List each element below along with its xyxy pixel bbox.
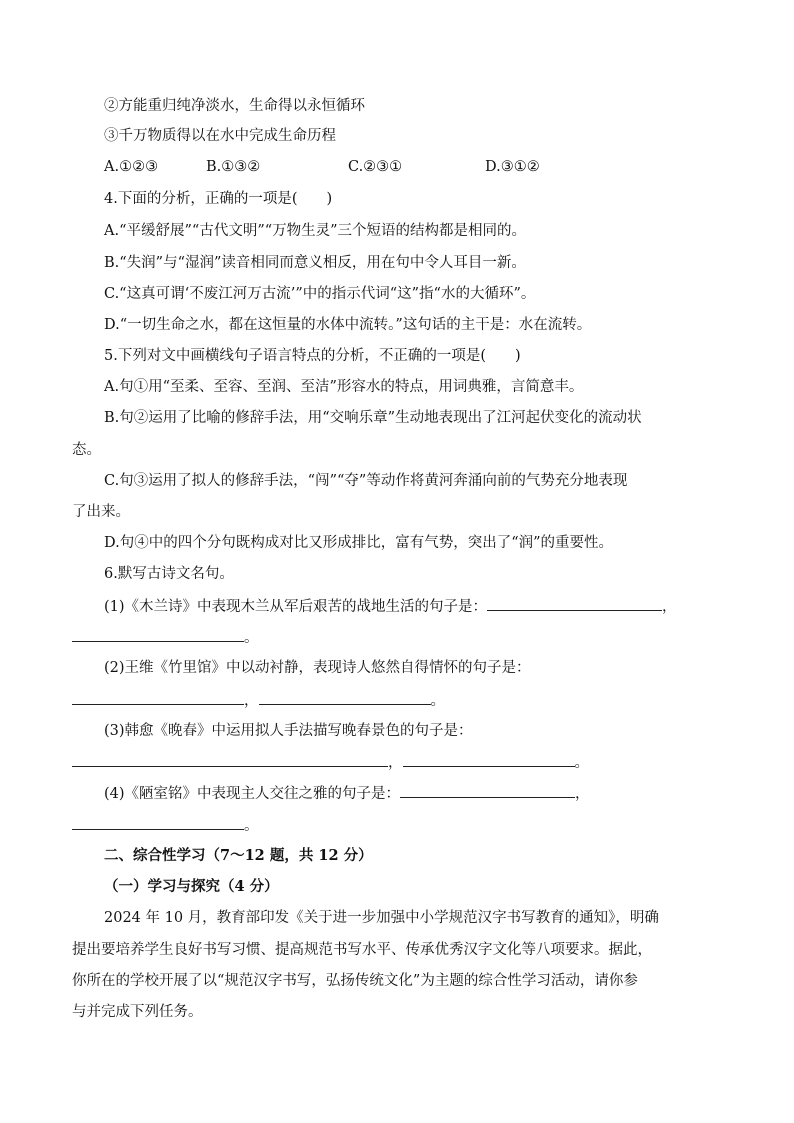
section-2-paragraph-line4: 与并完成下列任务。 (72, 1004, 203, 1020)
answer-blank[interactable] (72, 690, 244, 705)
punctuation: ， (662, 599, 677, 615)
punctuation: ， (244, 693, 259, 709)
q6-part-1-prompt: (1)《木兰诗》中表现木兰从军后艰苦的战地生活的句子是： (104, 599, 488, 615)
punctuation: 。 (574, 755, 589, 771)
q4-stem: 4.下面的分析，正确的一项是( ) (104, 191, 333, 207)
q4-option-d: D.“一切生命之水，都在这恒量的水体中流转。”这句话的主干是：水在流转。 (104, 317, 592, 333)
q4-option-c: C.“这真可谓‘不废江河万古流’”中的指示代词“这”指“水的大循环”。 (104, 286, 536, 302)
answer-blank[interactable] (400, 783, 575, 798)
section-2-subtitle: （一）学习与探究（4 分） (104, 878, 279, 895)
q6-part-1-cont (72, 627, 259, 648)
q4-option-a: A.“平缓舒展”“古代文明”“万物生灵”三个短语的结构都是相同的。 (104, 223, 527, 239)
q6-part-1 (104, 596, 677, 617)
q3-item-3: ③千万物质得以在水中完成生命历程 (104, 128, 336, 144)
q5-stem: 5.下列对文中画横线句子语言特点的分析，不正确的一项是( ) (104, 348, 521, 364)
q5-option-c-line1: C.句③运用了拟人的修辞手法，“闯”“夺”等动作将黄河奔涌向前的气势充分地表现 (104, 473, 628, 489)
q6-part-3-cont (72, 752, 589, 773)
q3-option-b: B.①③② (206, 159, 261, 175)
section-2-paragraph-line2: 提出要培养学生良好书写习惯、提高规范书写水平、传承优秀汉字文化等八项要求。据此， (72, 942, 652, 958)
q5-option-b-line1: B.句②运用了比喻的修辞手法，用“交响乐章”生动地表现出了江河起伏变化的流动状 (104, 410, 642, 426)
section-2-paragraph-line1: 2024 年 10 月，教育部印发《关于进一步加强中小学规范汉字书写教育的通知》，明确 (104, 910, 659, 926)
q6-part-2: (2)王维《竹里馆》中以动衬静，表现诗人悠然自得情怀的句子是： (104, 660, 531, 676)
punctuation: 。 (244, 630, 259, 646)
q6-part-4-prompt: (4)《陋室铭》中表现主人交往之雅的句子是： (104, 786, 401, 802)
punctuation: 。 (244, 818, 259, 834)
q5-option-c-line2: 了出来。 (72, 504, 130, 520)
section-2-paragraph-line3: 你所在的学校开展了以“规范汉字书写，弘扬传统文化”为主题的综合性学习活动，请你参 (72, 973, 638, 989)
q5-option-d: D.句④中的四个分句既构成对比又形成排比，富有气势，突出了“润”的重要性。 (104, 535, 614, 551)
q5-option-a: A.句①用“至柔、至容、至润、至洁”形容水的特点，用词典雅，言简意丰。 (104, 379, 584, 395)
q6-part-2-cont (72, 690, 445, 711)
q6-part-4-cont (72, 815, 259, 836)
section-2-title: 二、综合性学习（7～12 题，共 12 分） (104, 847, 373, 864)
q3-option-d: D.③①② (485, 159, 540, 175)
answer-blank[interactable] (487, 596, 662, 611)
q6-part-4 (104, 783, 590, 804)
q4-option-b: B.“失润”与“湿润”读音相同而意义相反，用在句中令人耳目一新。 (104, 255, 526, 271)
q3-option-c: C.②③① (348, 159, 403, 175)
q3-option-a: A.①②③ (104, 159, 159, 175)
q6-part-3: (3)韩愈《晚春》中运用拟人手法描写晚春景色的句子是： (104, 723, 473, 739)
answer-blank[interactable] (72, 752, 388, 767)
punctuation: ， (388, 755, 403, 771)
q5-option-b-line2: 态。 (72, 442, 101, 458)
punctuation: ， (575, 786, 590, 802)
punctuation: 。 (430, 693, 445, 709)
answer-blank[interactable] (403, 752, 575, 767)
q6-stem: 6.默写古诗文名句。 (104, 566, 234, 582)
q3-item-2: ②方能重归纯净淡水，生命得以永恒循环 (104, 98, 365, 114)
answer-blank[interactable] (72, 627, 244, 642)
answer-blank[interactable] (259, 690, 431, 705)
answer-blank[interactable] (72, 815, 244, 830)
